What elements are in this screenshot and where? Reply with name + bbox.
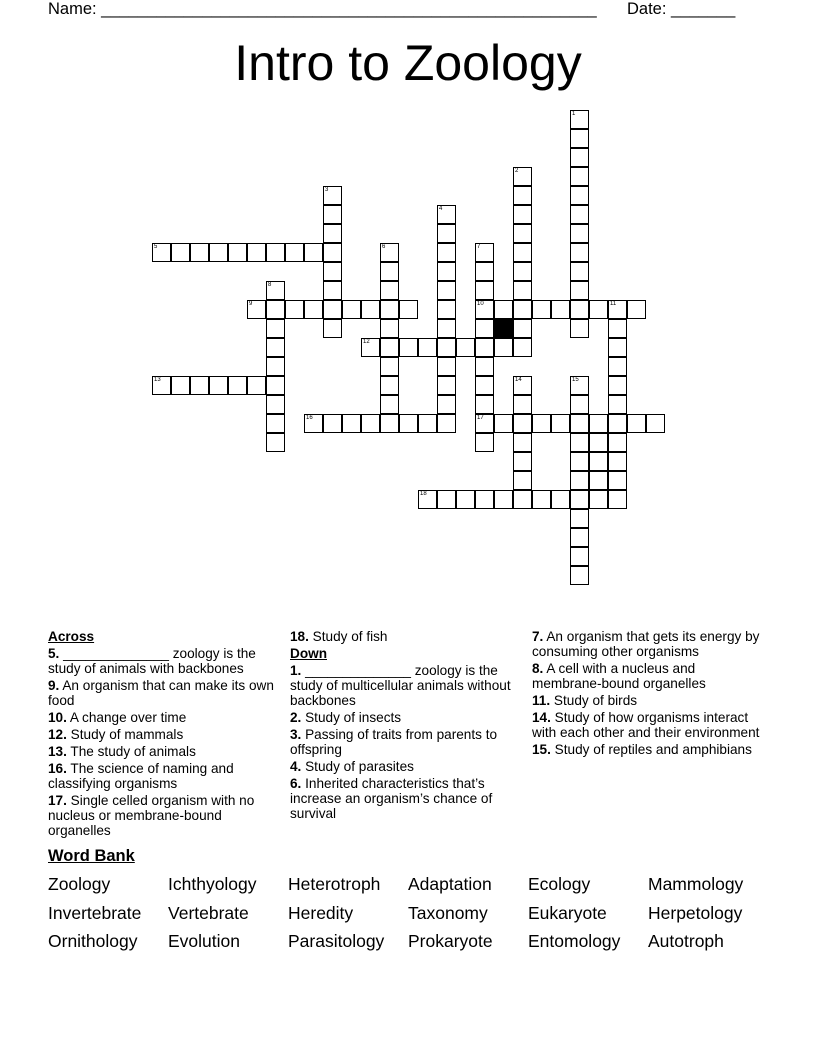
grid-cell[interactable] bbox=[266, 376, 285, 395]
grid-cell[interactable] bbox=[323, 300, 342, 319]
grid-cell[interactable] bbox=[456, 490, 475, 509]
clue-number: 15. bbox=[532, 742, 551, 757]
grid-cell[interactable] bbox=[532, 414, 551, 433]
grid-cell[interactable] bbox=[285, 300, 304, 319]
grid-cell[interactable] bbox=[475, 376, 494, 395]
grid-cell[interactable] bbox=[228, 243, 247, 262]
grid-cell[interactable] bbox=[646, 414, 665, 433]
across-clue-list-continued bbox=[290, 629, 522, 644]
word-bank-item: Prokaryote bbox=[408, 931, 493, 951]
grid-cell[interactable] bbox=[532, 490, 551, 509]
grid-cell[interactable] bbox=[513, 395, 532, 414]
grid-cell[interactable] bbox=[494, 490, 513, 509]
grid-cell[interactable] bbox=[323, 281, 342, 300]
word-bank-item: Adaptation bbox=[408, 874, 492, 894]
grid-cell[interactable] bbox=[551, 300, 570, 319]
clue-text: ______________ zoology is the study of animals with backbones bbox=[48, 646, 256, 676]
grid-cell[interactable] bbox=[513, 243, 532, 262]
grid-cell[interactable] bbox=[608, 357, 627, 376]
clues-column-1 bbox=[48, 629, 280, 840]
grid-cell[interactable] bbox=[399, 338, 418, 357]
grid-cell[interactable] bbox=[342, 414, 361, 433]
word-bank-item: Herpetology bbox=[648, 903, 743, 923]
cell-number: 15 bbox=[572, 377, 579, 383]
cell-number: 1 bbox=[572, 111, 576, 117]
grid-cell[interactable] bbox=[475, 338, 494, 357]
clue-number: 18. bbox=[290, 629, 309, 644]
grid-cell[interactable] bbox=[589, 471, 608, 490]
clue-number: 5. bbox=[48, 646, 60, 661]
grid-cell[interactable] bbox=[190, 243, 209, 262]
clue-number: 17. bbox=[48, 793, 67, 808]
grid-cell[interactable] bbox=[380, 281, 399, 300]
grid-cell[interactable] bbox=[570, 433, 589, 452]
cell-number: 16 bbox=[306, 415, 313, 421]
word-bank-item: Heredity bbox=[288, 903, 354, 923]
grid-cell[interactable] bbox=[266, 300, 285, 319]
grid-cell[interactable] bbox=[494, 338, 513, 357]
grid-cell[interactable] bbox=[475, 433, 494, 452]
grid-cell[interactable] bbox=[513, 452, 532, 471]
word-bank-item: Ornithology bbox=[48, 931, 138, 951]
grid-cell[interactable] bbox=[418, 338, 437, 357]
clue-number: 13. bbox=[48, 744, 67, 759]
clues-column-2 bbox=[290, 629, 522, 823]
grid-cell[interactable] bbox=[608, 376, 627, 395]
word-bank-item: Zoology bbox=[48, 874, 111, 894]
grid-cell[interactable] bbox=[380, 300, 399, 319]
grid-cell[interactable] bbox=[399, 300, 418, 319]
grid-cell[interactable] bbox=[228, 376, 247, 395]
clue-number: 6. bbox=[290, 776, 302, 791]
grid-cell[interactable] bbox=[570, 566, 589, 585]
word-bank-item: Parasitology bbox=[288, 931, 385, 951]
clue-number: 9. bbox=[48, 678, 60, 693]
clue-text: Study of fish bbox=[308, 629, 388, 644]
grid-cell[interactable] bbox=[570, 490, 589, 509]
clue-text: Inherited characteristics that’s increase an organism’s chance of survival bbox=[290, 776, 493, 821]
grid-cell[interactable] bbox=[589, 414, 608, 433]
grid-cell[interactable] bbox=[437, 376, 456, 395]
clue-text: An organism that gets its energy by consuming other organisms bbox=[532, 629, 760, 659]
grid-cell[interactable] bbox=[608, 471, 627, 490]
grid-cell[interactable] bbox=[494, 300, 513, 319]
grid-cell[interactable] bbox=[475, 490, 494, 509]
grid-cell[interactable] bbox=[266, 395, 285, 414]
clue bbox=[532, 629, 764, 659]
clue-number: 2. bbox=[290, 710, 302, 725]
down-heading: Down bbox=[290, 646, 327, 661]
grid-cell[interactable] bbox=[437, 414, 456, 433]
clue bbox=[48, 761, 280, 791]
grid-cell[interactable] bbox=[570, 395, 589, 414]
clue bbox=[532, 742, 764, 757]
grid-cell[interactable] bbox=[551, 490, 570, 509]
cell-number: 4 bbox=[439, 206, 443, 212]
clue-text: Study of birds bbox=[550, 693, 638, 708]
grid-cell[interactable] bbox=[342, 300, 361, 319]
clue-text: Study of mammals bbox=[66, 727, 184, 742]
grid-cell[interactable] bbox=[513, 414, 532, 433]
clue-number: 16. bbox=[48, 761, 67, 776]
clue-number: 3. bbox=[290, 727, 302, 742]
across-heading: Across bbox=[48, 629, 95, 644]
grid-cell[interactable] bbox=[209, 376, 228, 395]
word-bank-item: Ichthyology bbox=[168, 874, 257, 894]
grid-cell[interactable] bbox=[608, 414, 627, 433]
grid-cell[interactable] bbox=[570, 319, 589, 338]
grid-cell[interactable] bbox=[437, 262, 456, 281]
grid-cell[interactable] bbox=[475, 319, 494, 338]
cell-number: 2 bbox=[515, 168, 519, 174]
grid-cell[interactable] bbox=[380, 414, 399, 433]
name-field-label: Name: ______________________________________________________ bbox=[48, 0, 597, 18]
clue bbox=[290, 727, 522, 757]
clue-number: 10. bbox=[48, 710, 67, 725]
cell-number: 8 bbox=[268, 282, 272, 288]
grid-cell[interactable] bbox=[589, 433, 608, 452]
word-bank-item: Ecology bbox=[528, 874, 591, 894]
clue-text: ______________ zoology is the study of multicellular animals without backbones bbox=[290, 663, 511, 708]
grid-cell[interactable] bbox=[608, 490, 627, 509]
grid-cell[interactable] bbox=[171, 243, 190, 262]
clue-number: 12. bbox=[48, 727, 67, 742]
down-clue-list-continued bbox=[532, 629, 764, 757]
grid-cell[interactable] bbox=[304, 243, 323, 262]
grid-cell[interactable] bbox=[513, 319, 532, 338]
grid-cell[interactable] bbox=[380, 338, 399, 357]
page-title: Intro to Zoology bbox=[234, 35, 582, 91]
grid-cell[interactable] bbox=[608, 319, 627, 338]
grid-cell[interactable] bbox=[570, 414, 589, 433]
grid-cell[interactable] bbox=[437, 395, 456, 414]
grid-cell[interactable] bbox=[570, 528, 589, 547]
cell-number: 11 bbox=[610, 301, 617, 307]
grid-cell[interactable] bbox=[589, 300, 608, 319]
grid-cell[interactable] bbox=[570, 547, 589, 566]
cell-number: 10 bbox=[477, 301, 484, 307]
grid-cell[interactable] bbox=[570, 224, 589, 243]
clue bbox=[290, 710, 522, 725]
grid-cell[interactable] bbox=[513, 338, 532, 357]
grid-cell[interactable] bbox=[190, 376, 209, 395]
cell-number: 7 bbox=[477, 244, 481, 250]
clue bbox=[532, 693, 764, 708]
grid-cell[interactable] bbox=[513, 433, 532, 452]
grid-cell[interactable] bbox=[209, 243, 228, 262]
grid-cell[interactable] bbox=[570, 129, 589, 148]
grid-cell[interactable] bbox=[627, 300, 646, 319]
grid-cell[interactable] bbox=[323, 224, 342, 243]
clue-text: An organism that can make its own food bbox=[48, 678, 274, 708]
word-bank-item: Mammology bbox=[648, 874, 744, 894]
clue bbox=[48, 678, 280, 708]
grid-cell[interactable] bbox=[437, 300, 456, 319]
grid-cell[interactable] bbox=[513, 490, 532, 509]
word-bank-item: Invertebrate bbox=[48, 903, 142, 923]
grid-cell[interactable] bbox=[437, 338, 456, 357]
grid-cell[interactable] bbox=[513, 471, 532, 490]
clue-number: 8. bbox=[532, 661, 544, 676]
word-bank-item: Autotroph bbox=[648, 931, 724, 951]
cell-number: 3 bbox=[325, 187, 329, 193]
clue-text: Study of insects bbox=[301, 710, 402, 725]
cell-number: 6 bbox=[382, 244, 386, 250]
clue-text: A cell with a nucleus and membrane-bound organelles bbox=[532, 661, 706, 691]
blocked-cell bbox=[494, 319, 513, 338]
grid-cell[interactable] bbox=[380, 319, 399, 338]
grid-cell[interactable] bbox=[570, 148, 589, 167]
clue-text: The science of naming and classifying organisms bbox=[48, 761, 234, 791]
grid-cell[interactable] bbox=[437, 224, 456, 243]
grid-cell[interactable] bbox=[608, 433, 627, 452]
grid-cell[interactable] bbox=[570, 167, 589, 186]
grid-cell[interactable] bbox=[380, 376, 399, 395]
grid-cell[interactable] bbox=[475, 357, 494, 376]
word-bank-item: Heterotroph bbox=[288, 874, 381, 894]
cell-number: 5 bbox=[154, 244, 158, 250]
clue-number: 1. bbox=[290, 663, 302, 678]
word-bank-title: Word Bank bbox=[48, 847, 135, 865]
grid-cell[interactable] bbox=[437, 357, 456, 376]
grid-cell[interactable] bbox=[285, 243, 304, 262]
clue-text: Study of parasites bbox=[301, 759, 414, 774]
clue-text: Study of reptiles and amphibians bbox=[550, 742, 752, 757]
clue bbox=[290, 759, 522, 774]
grid-cell[interactable] bbox=[304, 300, 323, 319]
grid-cell[interactable] bbox=[456, 338, 475, 357]
clue-text: The study of animals bbox=[66, 744, 196, 759]
grid-cell[interactable] bbox=[570, 509, 589, 528]
clue-number: 14. bbox=[532, 710, 551, 725]
clue bbox=[48, 646, 280, 676]
clue bbox=[48, 793, 280, 838]
grid-cell[interactable] bbox=[266, 433, 285, 452]
grid-cell[interactable] bbox=[570, 205, 589, 224]
cell-number: 14 bbox=[515, 377, 522, 383]
grid-cell[interactable] bbox=[266, 338, 285, 357]
grid-cell[interactable] bbox=[532, 300, 551, 319]
grid-cell[interactable] bbox=[589, 490, 608, 509]
clue-text: Passing of traits from parents to offspring bbox=[290, 727, 498, 757]
grid-cell[interactable] bbox=[570, 262, 589, 281]
grid-cell[interactable] bbox=[380, 395, 399, 414]
grid-cell[interactable] bbox=[361, 300, 380, 319]
grid-cell[interactable] bbox=[323, 262, 342, 281]
across-clue-list bbox=[48, 646, 280, 838]
grid-cell[interactable] bbox=[513, 262, 532, 281]
clue bbox=[290, 776, 522, 821]
clues-column-3 bbox=[532, 629, 764, 759]
cell-number: 13 bbox=[154, 377, 161, 383]
clue-number: 7. bbox=[532, 629, 544, 644]
grid-cell[interactable] bbox=[323, 319, 342, 338]
grid-cell[interactable] bbox=[570, 243, 589, 262]
grid-cell[interactable] bbox=[323, 243, 342, 262]
grid-cell[interactable] bbox=[513, 205, 532, 224]
clue-number: 4. bbox=[290, 759, 302, 774]
clue-text: Study of how organisms interact with each other and their environment bbox=[532, 710, 760, 740]
grid-cell[interactable] bbox=[247, 243, 266, 262]
grid-cell[interactable] bbox=[361, 414, 380, 433]
grid-cell[interactable] bbox=[513, 186, 532, 205]
grid-cell[interactable] bbox=[570, 186, 589, 205]
grid-cell[interactable] bbox=[418, 414, 437, 433]
grid-cell[interactable] bbox=[437, 490, 456, 509]
grid-cell[interactable] bbox=[266, 357, 285, 376]
clue-number: 11. bbox=[532, 693, 551, 708]
down-clue-list bbox=[290, 663, 522, 821]
grid-cell[interactable] bbox=[266, 243, 285, 262]
grid-cell[interactable] bbox=[570, 452, 589, 471]
grid-cell[interactable] bbox=[608, 452, 627, 471]
clue bbox=[48, 727, 280, 742]
grid-cell[interactable] bbox=[589, 452, 608, 471]
clue bbox=[48, 710, 280, 725]
grid-cell[interactable] bbox=[437, 243, 456, 262]
grid-cell[interactable] bbox=[475, 395, 494, 414]
grid-cell[interactable] bbox=[608, 395, 627, 414]
clue bbox=[532, 710, 764, 740]
clue bbox=[48, 744, 280, 759]
cell-number: 9 bbox=[249, 301, 253, 307]
date-field-label: Date: _______ bbox=[627, 0, 736, 18]
word-bank-item: Evolution bbox=[168, 931, 240, 951]
grid-cell[interactable] bbox=[551, 414, 570, 433]
grid-cell[interactable] bbox=[475, 281, 494, 300]
grid-cell[interactable] bbox=[266, 414, 285, 433]
grid-cell[interactable] bbox=[247, 376, 266, 395]
word-bank-item: Entomology bbox=[528, 931, 621, 951]
clue-text: A change over time bbox=[66, 710, 187, 725]
grid-cell[interactable] bbox=[513, 300, 532, 319]
grid-cell[interactable] bbox=[437, 281, 456, 300]
clue bbox=[290, 629, 522, 644]
word-bank-item: Vertebrate bbox=[168, 903, 249, 923]
grid-cell[interactable] bbox=[323, 414, 342, 433]
grid-cell[interactable] bbox=[171, 376, 190, 395]
grid-cell[interactable] bbox=[494, 414, 513, 433]
word-bank-item: Taxonomy bbox=[408, 903, 488, 923]
grid-cell[interactable] bbox=[570, 300, 589, 319]
grid-cell[interactable] bbox=[513, 224, 532, 243]
clue bbox=[290, 663, 522, 708]
grid-cell[interactable] bbox=[513, 281, 532, 300]
grid-cell[interactable] bbox=[608, 338, 627, 357]
grid-cell[interactable] bbox=[380, 357, 399, 376]
grid-cell[interactable] bbox=[570, 471, 589, 490]
cell-number: 17 bbox=[477, 415, 484, 421]
grid-cell[interactable] bbox=[475, 262, 494, 281]
grid-cell[interactable] bbox=[437, 319, 456, 338]
grid-cell[interactable] bbox=[627, 414, 646, 433]
grid-cell[interactable] bbox=[399, 414, 418, 433]
grid-cell[interactable] bbox=[323, 205, 342, 224]
word-bank-item: Eukaryote bbox=[528, 903, 607, 923]
clue-text: Single celled organism with no nucleus or membrane-bound organelles bbox=[48, 793, 255, 838]
clue bbox=[532, 661, 764, 691]
cell-number: 18 bbox=[420, 491, 427, 497]
grid-cell[interactable] bbox=[266, 319, 285, 338]
grid-cell[interactable] bbox=[380, 262, 399, 281]
cell-number: 12 bbox=[363, 339, 370, 345]
grid-cell[interactable] bbox=[570, 281, 589, 300]
